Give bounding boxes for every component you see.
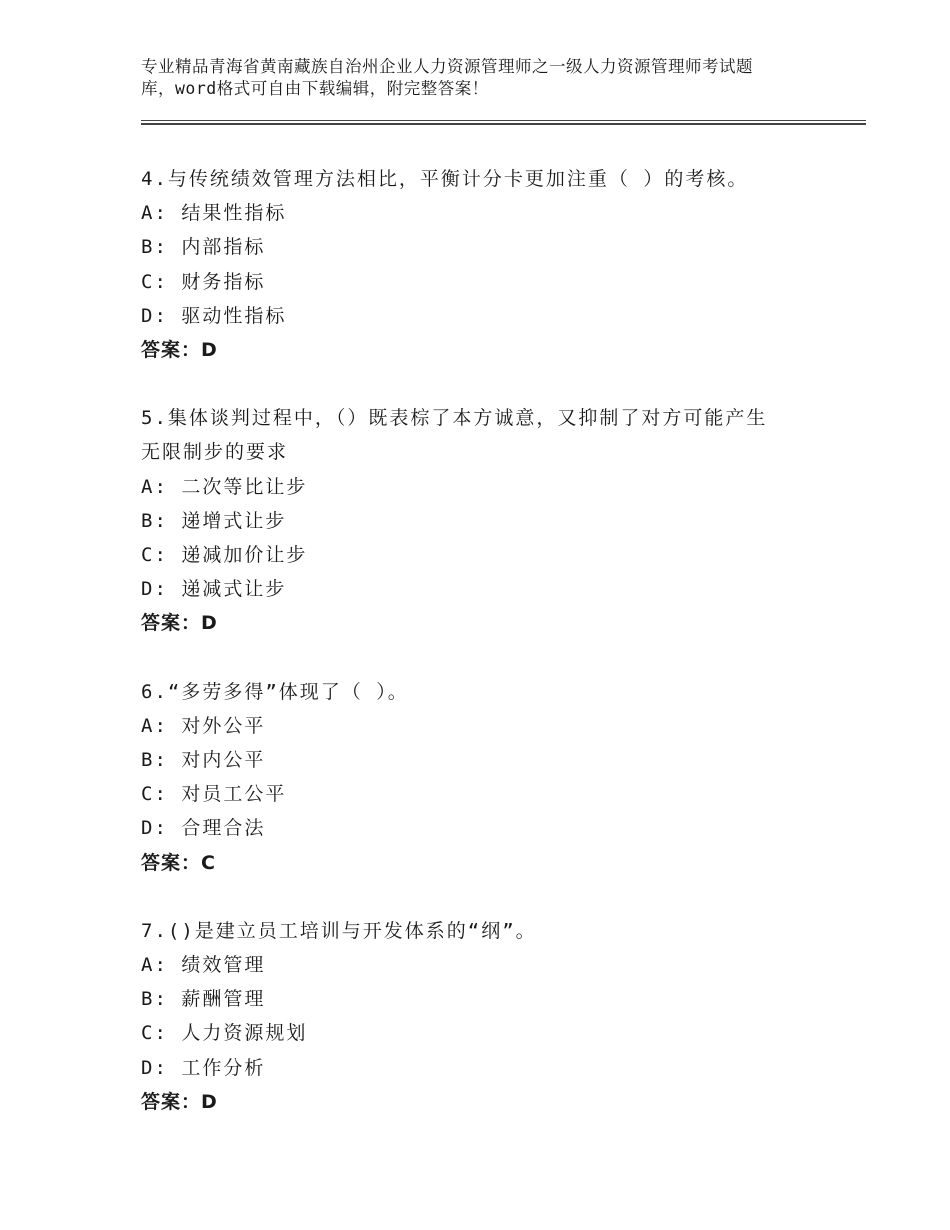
answer-line: 答案：C bbox=[141, 851, 216, 874]
document-header bbox=[141, 56, 841, 100]
question-stem: 7.()是建立员工培训与开发体系的“纲”。 bbox=[141, 919, 537, 942]
option-d: D: 递减式让步 bbox=[141, 578, 287, 601]
question-stem: 6.“多劳多得”体现了（ ）。 bbox=[141, 680, 409, 703]
question-stem-continued: 无限制步的要求 bbox=[141, 441, 289, 464]
header-line-1: 专业精品青海省黄南藏族自治州企业人力资源管理师之一级人力资源管理师考试题 bbox=[141, 57, 753, 76]
option-a: A: 绩效管理 bbox=[141, 954, 266, 977]
question-stem: 4.与传统绩效管理方法相比，平衡计分卡更加注重（ ）的考核。 bbox=[141, 168, 749, 190]
answer-line: 答案：D bbox=[141, 339, 218, 362]
header-line-2: 库，word格式可自由下载编辑，附完整答案！ bbox=[141, 79, 489, 98]
question-stem: 5.集体谈判过程中，（）既表棕了本方诚意，又抑制了对方可能产生 bbox=[141, 407, 768, 430]
option-d: D: 合理合法 bbox=[141, 817, 266, 840]
option-b: B: 递增式让步 bbox=[141, 509, 287, 532]
answer-line: 答案：D bbox=[141, 612, 218, 635]
header-divider bbox=[141, 120, 866, 125]
option-b: B: 对内公平 bbox=[141, 749, 266, 772]
question-5 bbox=[141, 401, 861, 640]
option-c: C: 财务指标 bbox=[141, 270, 266, 293]
answer-line: 答案：D bbox=[141, 1090, 218, 1113]
option-c: C: 递减加价让步 bbox=[141, 544, 308, 567]
option-d: D: 工作分析 bbox=[141, 1056, 266, 1079]
question-4 bbox=[141, 162, 861, 367]
option-b: B: 内部指标 bbox=[141, 236, 266, 259]
question-6 bbox=[141, 675, 861, 880]
option-c: C: 对员工公平 bbox=[141, 783, 287, 806]
question-list bbox=[141, 162, 861, 1153]
option-a: A: 对外公平 bbox=[141, 714, 266, 737]
question-7 bbox=[141, 914, 861, 1119]
option-d: D: 驱动性指标 bbox=[141, 304, 287, 327]
option-a: A: 结果性指标 bbox=[141, 202, 287, 225]
option-c: C: 人力资源规划 bbox=[141, 1022, 308, 1045]
option-a: A: 二次等比让步 bbox=[141, 475, 308, 498]
option-b: B: 薪酬管理 bbox=[141, 988, 266, 1011]
